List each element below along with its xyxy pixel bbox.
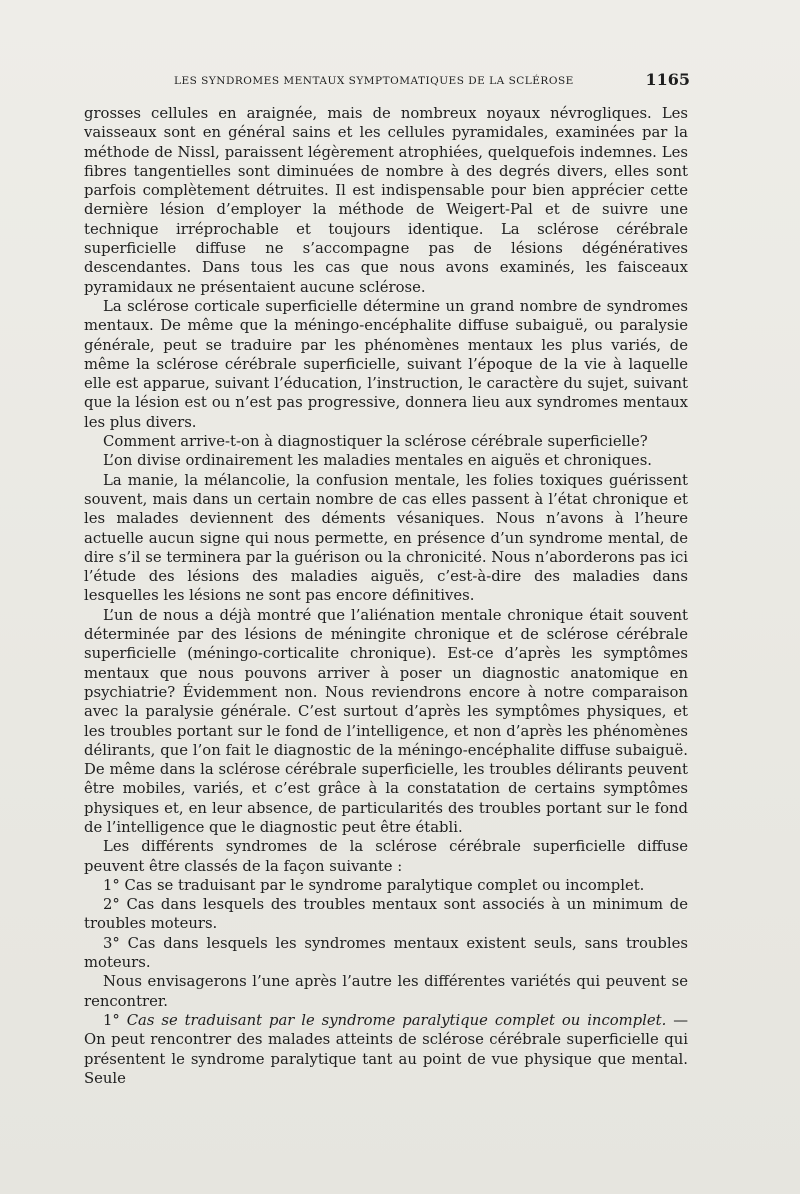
- paragraph: L’on divise ordinairement les maladies mentales en aiguës et chroniques.: [103, 452, 652, 470]
- section-heading: Cas se traduisant par le syndrome paralytique complet ou incomplet.: [126, 1011, 667, 1029]
- paragraph: Nous envisagerons l’une après l’autre les différentes variétés qui peuvent se rencontrer.: [84, 973, 688, 1010]
- paragraph: La sclérose corticale superficielle détermine un grand nombre de syndromes mentaux. De même que la méningo-encéphalite diffuse subaiguë, ou paralysie générale, peut se traduire par les phénomènes mentaux les plus variés, de même la sclérose cérébrale superficielle, suivant l’époque de la vie à laquelle elle est apparue, suivant l’éducation, l’instruction, le caractère du sujet, suivant que la lésion est ou n’est pas progressive, donnera lieu aux syndromes mentaux les plus divers.: [84, 297, 688, 431]
- list-item: 2° Cas dans lesquels des troubles mentaux sont associés à un minimum de troubles moteurs.: [84, 896, 688, 933]
- paragraph: Comment arrive-t-on à diagnostiquer la sclérose cérébrale superficielle?: [103, 433, 648, 451]
- list-item: 1° Cas se traduisant par le syndrome paralytique complet ou incomplet.: [103, 876, 645, 894]
- running-title: LES SYNDROMES MENTAUX SYMPTOMATIQUES DE LA SCLÉROSE: [174, 75, 574, 87]
- paragraph: La manie, la mélancolie, la confusion mentale, les folies toxiques guérissent souvent, mais dans un certain nombre de cas elles passent à l’état chronique et les malades deviennent des déments vésaniques. Nous n’avons à l’heure actuelle aucun signe qui nous permette, en présence d’un syndrome mental, de dire s’il se terminera par la guérison ou la chronicité. Nous n’aborderons pas ici l’étude des lésions des maladies aiguës, c’est-à-dire des maladies dans lesquelles les lésions ne sont pas encore définitives.: [84, 471, 688, 605]
- list-item: 3° Cas dans lesquels les syndromes mentaux existent seuls, sans troubles moteurs.: [84, 934, 688, 972]
- paragraph: Les différents syndromes de la sclérose cérébrale superficielle diffuse peuvent être classés de la façon suivante :: [84, 838, 688, 875]
- paragraph: L’un de nous a déjà montré que l’aliénation mentale chronique était souvent déterminée par des lésions de méningite chronique et de sclérose cérébrale superficielle (méningo-corticalite chronique). Est-ce d’après les symptômes mentaux que nous pouvons arriver à poser un diagnostic anatomique en psychiatrie? Évidemment non. Nous reviendrons encore à notre comparaison avec la paralysie générale. C’est surtout d’après les symptômes physiques, et les troubles portant sur le fond de l’intelligence, et non d’après les phénomènes délirants, que l’on fait le diagnostic de la méningo-encéphalite diffuse subaiguë. De même dans la sclérose cérébrale superficielle, les troubles délirants peuvent être mobiles, variés, et c’est grâce à la constatation de certains symptômes physiques et, en leur absence, de particularités des troubles portant sur le fond de l’intelligence que le diagnostic peut être établi.: [84, 606, 688, 836]
- page-header: [84, 70, 690, 96]
- paragraph: grosses cellules en araignée, mais de nombreux noyaux névrogliques. Les vaisseaux sont en général sains et les cellules pyramidales, examinées par la méthode de Nissl, paraissent légèrement atrophiées, quelquefois indemnes. Les fibres tangentielles sont diminuées de nombre à des degrés divers, elles sont parfois complètement détruites. Il est indispensable pour bien apprécier cette dernière lésion d’employer la méthode de Weigert-Pal et de suivre une technique irréprochable et toujours identique. La sclérose cérébrale superficielle diffuse ne s’accompagne pas de lésions dégénératives descendantes. Dans tous les cas que nous avons examinés, les faisceaux pyramidaux ne présentaient aucune sclérose.: [84, 105, 688, 296]
- page-number: 1165: [645, 70, 690, 89]
- body-text: [84, 104, 688, 1088]
- section-number: 1°: [103, 1011, 120, 1029]
- section-paragraph: [84, 1011, 688, 1088]
- section-text: — On peut rencontrer des malades atteints de sclérose cérébrale superficielle qui présentent le syndrome paralytique tant au point de vue physique que mental. Seule: [84, 1011, 688, 1087]
